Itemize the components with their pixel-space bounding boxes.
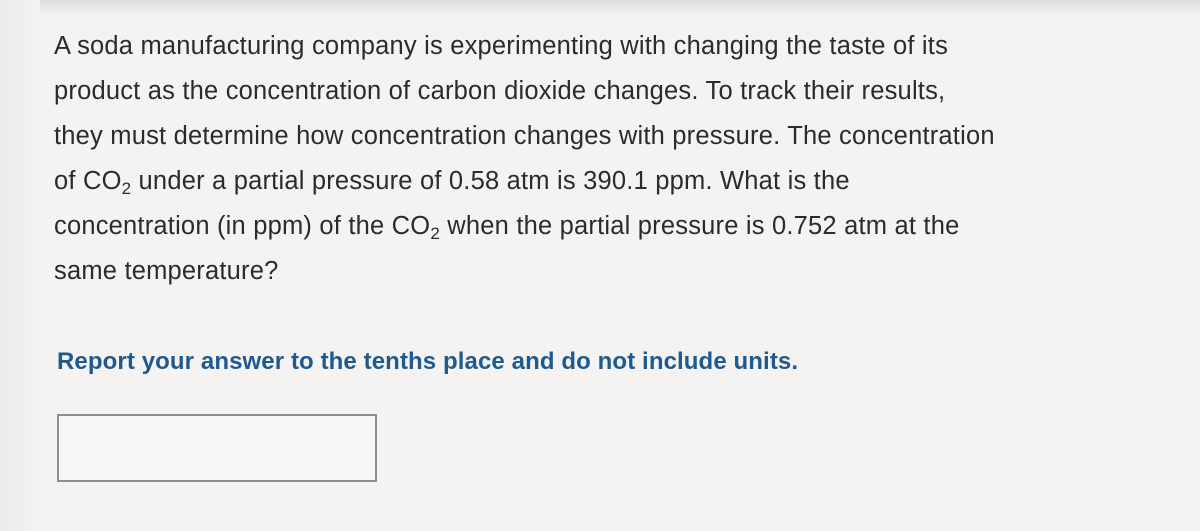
question-line: product as the concentration of carbon dioxide changes. To track their results,: [54, 77, 946, 105]
answer-input[interactable]: [57, 414, 377, 482]
question-line: [54, 159, 1189, 204]
question-line: [54, 204, 1189, 249]
question-line: they must determine how concentration changes with pressure. The concentration: [54, 122, 995, 150]
subscript: 2: [430, 224, 440, 243]
question-text-segment: of CO: [54, 167, 122, 195]
question-text-segment: concentration (in ppm) of the CO: [54, 212, 431, 240]
question-line: same temperature?: [54, 257, 279, 285]
answer-instruction: Report your answer to the tenths place and do not include units.: [57, 348, 799, 375]
screen-top-edge: [0, 0, 1200, 16]
question-text: [54, 24, 1189, 294]
question-text-segment: under a partial pressure of 0.58 atm is 390.1 ppm. What is the: [131, 167, 850, 195]
subscript: 2: [121, 179, 132, 198]
screen-left-edge: [0, 0, 40, 531]
question-line: A soda manufacturing company is experimenting with changing the taste of its: [54, 32, 949, 60]
question-text-segment: when the partial pressure is 0.752 atm at the: [439, 212, 960, 240]
